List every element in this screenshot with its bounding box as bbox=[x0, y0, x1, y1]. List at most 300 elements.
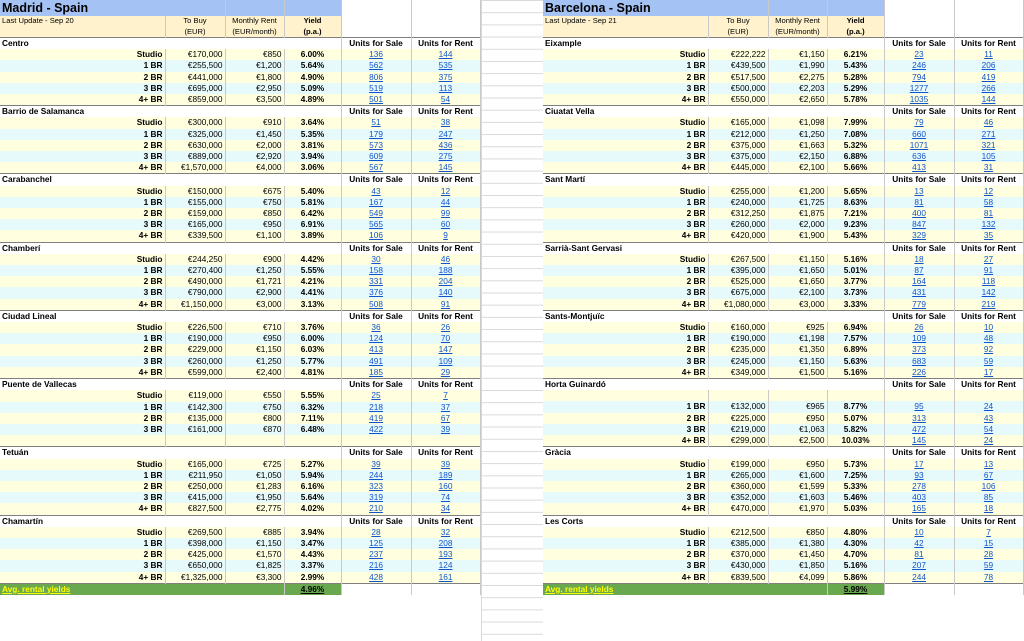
units-for-sale-link[interactable]: 565 bbox=[341, 219, 411, 230]
units-for-sale-link[interactable]: 373 bbox=[884, 344, 954, 355]
units-for-rent-link[interactable]: 60 bbox=[411, 219, 480, 230]
table-row bbox=[543, 401, 1023, 412]
monthly-rent: €1,570 bbox=[225, 549, 284, 560]
monthly-rent: €1,450 bbox=[768, 549, 827, 560]
to-buy-price: €312,250 bbox=[708, 208, 768, 219]
yield-value: 3.94% bbox=[284, 151, 341, 162]
units-for-rent-link[interactable]: 70 bbox=[411, 333, 480, 344]
table-row bbox=[543, 219, 1023, 230]
title-row bbox=[543, 0, 1023, 16]
units-for-rent-link[interactable]: 39 bbox=[411, 459, 480, 470]
units-for-sale-link[interactable]: 39 bbox=[341, 459, 411, 470]
units-for-sale-link[interactable]: 246 bbox=[884, 60, 954, 71]
units-for-rent-link[interactable]: 18 bbox=[954, 503, 1023, 515]
units-for-rent-link[interactable]: 48 bbox=[954, 333, 1023, 344]
table-row bbox=[0, 129, 480, 140]
units-for-rent-link[interactable]: 29 bbox=[411, 367, 480, 379]
units-for-rent-link[interactable]: 142 bbox=[954, 287, 1023, 298]
units-for-rent-link[interactable]: 160 bbox=[411, 481, 480, 492]
units-for-sale-link[interactable]: 18 bbox=[884, 254, 954, 265]
units-for-rent-link[interactable]: 85 bbox=[954, 492, 1023, 503]
to-buy-price: €269,500 bbox=[165, 527, 225, 538]
units-for-rent-link[interactable]: 144 bbox=[411, 49, 480, 60]
units-for-sale-link[interactable]: 501 bbox=[341, 94, 411, 106]
units-for-sale-link[interactable]: 36 bbox=[341, 322, 411, 333]
to-buy-header: To Buy bbox=[708, 16, 768, 27]
units-for-rent-link[interactable]: 275 bbox=[411, 151, 480, 162]
units-for-rent-header: Units for Rent bbox=[954, 106, 1023, 118]
units-for-sale-link[interactable]: 43 bbox=[341, 186, 411, 197]
table-row bbox=[0, 265, 480, 276]
units-for-rent-link[interactable]: 109 bbox=[411, 356, 480, 367]
units-for-sale-link[interactable]: 422 bbox=[341, 424, 411, 435]
unit-type: 3 BR bbox=[0, 356, 165, 367]
units-for-rent-link[interactable]: 206 bbox=[954, 60, 1023, 71]
units-for-rent-link[interactable]: 54 bbox=[411, 94, 480, 106]
yield-value: 3.13% bbox=[284, 299, 341, 311]
units-for-sale-link[interactable]: 210 bbox=[341, 503, 411, 515]
units-for-sale-link[interactable]: 329 bbox=[884, 230, 954, 242]
units-for-rent-link[interactable]: 7 bbox=[954, 527, 1023, 538]
yield-value: 3.77% bbox=[827, 276, 884, 287]
units-for-sale-link[interactable]: 164 bbox=[884, 276, 954, 287]
district-name: Sants-Montjuïc bbox=[543, 310, 884, 322]
units-for-rent-link[interactable]: 91 bbox=[411, 299, 480, 311]
units-for-sale-link[interactable]: 25 bbox=[341, 390, 411, 401]
units-for-rent-link[interactable]: 32 bbox=[411, 527, 480, 538]
unit-type: 3 BR bbox=[543, 492, 708, 503]
units-for-rent-link[interactable]: 74 bbox=[411, 492, 480, 503]
yield-value: 6.48% bbox=[284, 424, 341, 435]
section-header-row bbox=[0, 38, 480, 50]
monthly-rent-header: (EUR/month) bbox=[225, 27, 284, 38]
monthly-rent bbox=[768, 390, 827, 401]
units-for-rent-link[interactable]: 46 bbox=[954, 117, 1023, 128]
units-for-sale-link[interactable]: 794 bbox=[884, 72, 954, 83]
units-for-sale-link[interactable]: 519 bbox=[341, 83, 411, 94]
unit-type: 4+ BR bbox=[0, 503, 165, 515]
units-for-rent-link[interactable]: 113 bbox=[411, 83, 480, 94]
yield-value: 5.01% bbox=[827, 265, 884, 276]
units-for-rent-link[interactable]: 189 bbox=[411, 470, 480, 481]
unit-type: 1 BR bbox=[543, 197, 708, 208]
units-for-rent-link[interactable]: 91 bbox=[954, 265, 1023, 276]
units-for-sale-link[interactable]: 331 bbox=[341, 276, 411, 287]
header-cell bbox=[768, 0, 827, 16]
unit-type: 1 BR bbox=[543, 265, 708, 276]
units-for-rent-link[interactable]: 204 bbox=[411, 276, 480, 287]
units-for-sale-link[interactable]: 145 bbox=[884, 435, 954, 447]
yield-value: 8.63% bbox=[827, 197, 884, 208]
monthly-rent: €850 bbox=[768, 527, 827, 538]
avg-yield-value: 5.99% bbox=[827, 583, 884, 595]
units-for-sale-link[interactable]: 660 bbox=[884, 129, 954, 140]
table-row bbox=[543, 572, 1023, 584]
units-for-rent-link[interactable]: 78 bbox=[954, 572, 1023, 584]
units-for-rent-link[interactable]: 31 bbox=[954, 162, 1023, 174]
units-for-rent-link[interactable]: 11 bbox=[954, 49, 1023, 60]
units-for-rent-link[interactable]: 43 bbox=[954, 413, 1023, 424]
units-for-rent-link[interactable]: 17 bbox=[954, 367, 1023, 379]
units-for-rent-link[interactable]: 13 bbox=[954, 459, 1023, 470]
monthly-rent: €3,000 bbox=[225, 299, 284, 311]
to-buy-price: €150,000 bbox=[165, 186, 225, 197]
monthly-rent-header: (EUR/month) bbox=[768, 27, 827, 38]
units-for-sale-link[interactable]: 244 bbox=[341, 470, 411, 481]
units-for-sale-link[interactable]: 567 bbox=[341, 162, 411, 174]
units-for-sale-link[interactable]: 106 bbox=[341, 230, 411, 242]
yield-value: 3.81% bbox=[284, 140, 341, 151]
table-row bbox=[0, 94, 480, 106]
monthly-rent: €1,850 bbox=[768, 560, 827, 571]
units-for-sale-link[interactable]: 10 bbox=[884, 527, 954, 538]
table-row bbox=[0, 83, 480, 94]
to-buy-price: €550,000 bbox=[708, 94, 768, 106]
units-for-sale-header: Units for Sale bbox=[341, 242, 411, 254]
yield-value: 4.80% bbox=[827, 527, 884, 538]
units-for-sale-link[interactable]: 124 bbox=[341, 333, 411, 344]
monthly-rent: €1,990 bbox=[768, 60, 827, 71]
units-for-sale-link[interactable]: 562 bbox=[341, 60, 411, 71]
units-for-sale-link[interactable]: 87 bbox=[884, 265, 954, 276]
table-row bbox=[543, 322, 1023, 333]
unit-type: Studio bbox=[0, 254, 165, 265]
monthly-rent: €2,400 bbox=[225, 367, 284, 379]
units-for-rent-link[interactable]: 59 bbox=[954, 356, 1023, 367]
table-row bbox=[543, 49, 1023, 60]
to-buy-price: €270,400 bbox=[165, 265, 225, 276]
units-for-sale-link[interactable]: 319 bbox=[341, 492, 411, 503]
yield-header: (p.a.) bbox=[284, 27, 341, 38]
units-for-sale-link[interactable]: 167 bbox=[341, 197, 411, 208]
units-for-rent-link[interactable]: 28 bbox=[954, 549, 1023, 560]
units-for-sale-header: Units for Sale bbox=[884, 242, 954, 254]
district-name: Carabanchel bbox=[0, 174, 341, 186]
units-for-sale-link[interactable]: 431 bbox=[884, 287, 954, 298]
table-row bbox=[543, 560, 1023, 571]
units-for-sale-link[interactable]: 573 bbox=[341, 140, 411, 151]
units-for-rent-link[interactable]: 144 bbox=[954, 94, 1023, 106]
units-for-rent-link[interactable]: 15 bbox=[954, 538, 1023, 549]
section-header-row bbox=[0, 242, 480, 254]
units-for-rent-link[interactable]: 26 bbox=[411, 322, 480, 333]
table-row bbox=[543, 470, 1023, 481]
units-for-rent-link[interactable]: 321 bbox=[954, 140, 1023, 151]
to-buy-price: €430,000 bbox=[708, 560, 768, 571]
to-buy-price: €160,000 bbox=[708, 322, 768, 333]
units-for-rent-link[interactable]: 58 bbox=[954, 197, 1023, 208]
units-for-sale-link[interactable]: 847 bbox=[884, 219, 954, 230]
to-buy-price: €599,000 bbox=[165, 367, 225, 379]
units-for-sale-link[interactable]: 218 bbox=[341, 402, 411, 413]
units-for-rent-link[interactable]: 535 bbox=[411, 60, 480, 71]
units-for-sale-header: Units for Sale bbox=[341, 38, 411, 50]
units-for-rent-link[interactable]: 46 bbox=[411, 254, 480, 265]
header-cell bbox=[954, 16, 1023, 27]
units-for-sale-link[interactable]: 313 bbox=[884, 413, 954, 424]
units-for-sale-link[interactable]: 1277 bbox=[884, 83, 954, 94]
units-for-sale-link[interactable]: 419 bbox=[341, 413, 411, 424]
units-for-sale-link[interactable]: 472 bbox=[884, 424, 954, 435]
table-row bbox=[543, 424, 1023, 435]
to-buy-price: €839,500 bbox=[708, 572, 768, 584]
units-for-rent-link[interactable]: 271 bbox=[954, 129, 1023, 140]
header-cell bbox=[0, 27, 165, 38]
to-buy-price: €325,000 bbox=[165, 129, 225, 140]
monthly-rent: €950 bbox=[225, 219, 284, 230]
units-for-sale-link[interactable]: 81 bbox=[884, 197, 954, 208]
units-for-rent-link[interactable]: 81 bbox=[954, 208, 1023, 219]
units-for-sale-link[interactable]: 179 bbox=[341, 129, 411, 140]
unit-type: 2 BR bbox=[543, 140, 708, 151]
yield-value: 4.30% bbox=[827, 538, 884, 549]
units-for-sale-link[interactable]: 491 bbox=[341, 356, 411, 367]
units-for-rent-link[interactable]: 35 bbox=[954, 230, 1023, 242]
units-for-rent-link[interactable]: 24 bbox=[954, 435, 1023, 447]
units-for-rent-link[interactable]: 145 bbox=[411, 162, 480, 174]
units-for-sale-link[interactable]: 508 bbox=[341, 299, 411, 311]
to-buy-price: €190,000 bbox=[708, 333, 768, 344]
table-row bbox=[0, 208, 480, 219]
yield-value: 6.94% bbox=[827, 322, 884, 333]
table-row bbox=[0, 287, 480, 298]
units-for-rent-link[interactable]: 147 bbox=[411, 344, 480, 355]
units-for-sale-link[interactable]: 158 bbox=[341, 265, 411, 276]
units-for-sale-link[interactable]: 400 bbox=[884, 208, 954, 219]
district-name: Chamartín bbox=[0, 515, 341, 527]
units-for-sale-link[interactable]: 323 bbox=[341, 481, 411, 492]
yield-value: 5.29% bbox=[827, 83, 884, 94]
yield-value: 5.40% bbox=[284, 186, 341, 197]
column-header-row bbox=[0, 27, 480, 38]
units-for-rent-link[interactable]: 140 bbox=[411, 287, 480, 298]
table-row bbox=[0, 299, 480, 311]
yield-value: 6.91% bbox=[284, 219, 341, 230]
unit-type: 4+ BR bbox=[0, 367, 165, 379]
section-header-row bbox=[543, 174, 1023, 186]
units-for-rent-link[interactable]: 266 bbox=[954, 83, 1023, 94]
table-row bbox=[543, 129, 1023, 140]
units-for-rent-link[interactable]: 37 bbox=[411, 402, 480, 413]
units-for-rent-link[interactable]: 54 bbox=[954, 424, 1023, 435]
units-for-sale-link[interactable]: 42 bbox=[884, 538, 954, 549]
yield-value: 5.16% bbox=[827, 560, 884, 571]
unit-type: 2 BR bbox=[0, 549, 165, 560]
units-for-sale-link[interactable]: 23 bbox=[884, 49, 954, 60]
units-for-rent-link[interactable]: 375 bbox=[411, 72, 480, 83]
unit-type: Studio bbox=[0, 49, 165, 60]
units-for-rent-link[interactable]: 132 bbox=[954, 219, 1023, 230]
to-buy-price: €244,250 bbox=[165, 254, 225, 265]
units-for-sale-link[interactable]: 549 bbox=[341, 208, 411, 219]
table-row bbox=[0, 481, 480, 492]
units-for-sale-link[interactable]: 1035 bbox=[884, 94, 954, 106]
yield-value: 5.64% bbox=[284, 492, 341, 503]
yield-value: 2.99% bbox=[284, 572, 341, 584]
sheet-title: Madrid - Spain bbox=[0, 0, 225, 16]
units-for-sale-link[interactable]: 79 bbox=[884, 117, 954, 128]
units-for-sale-link[interactable]: 609 bbox=[341, 151, 411, 162]
monthly-rent: €1,150 bbox=[768, 254, 827, 265]
units-for-rent-link[interactable]: 188 bbox=[411, 265, 480, 276]
units-for-sale-link[interactable]: 1071 bbox=[884, 140, 954, 151]
monthly-rent: €1,950 bbox=[225, 492, 284, 503]
to-buy-price: €490,000 bbox=[165, 276, 225, 287]
units-for-sale-link[interactable]: 13 bbox=[884, 186, 954, 197]
units-for-sale-link[interactable]: 81 bbox=[884, 549, 954, 560]
unit-type: Studio bbox=[543, 254, 708, 265]
units-for-rent-link[interactable]: 27 bbox=[954, 254, 1023, 265]
units-for-rent-link[interactable]: 34 bbox=[411, 503, 480, 515]
units-for-sale-link[interactable]: 428 bbox=[341, 572, 411, 584]
district-name: Eixample bbox=[543, 38, 884, 50]
unit-type: 1 BR bbox=[0, 265, 165, 276]
units-for-sale-link[interactable]: 30 bbox=[341, 254, 411, 265]
monthly-rent: €2,000 bbox=[768, 219, 827, 230]
units-for-rent-link[interactable]: 219 bbox=[954, 299, 1023, 311]
unit-type: 1 BR bbox=[543, 470, 708, 481]
to-buy-price: €299,000 bbox=[708, 435, 768, 447]
monthly-rent: €1,063 bbox=[768, 424, 827, 435]
monthly-rent: €910 bbox=[225, 117, 284, 128]
unit-type: 3 BR bbox=[0, 151, 165, 162]
table-row bbox=[543, 527, 1023, 538]
units-for-sale-link[interactable]: 207 bbox=[884, 560, 954, 571]
to-buy-price: €420,000 bbox=[708, 230, 768, 242]
table-row bbox=[0, 186, 480, 197]
unit-type: 3 BR bbox=[543, 356, 708, 367]
units-for-sale-link[interactable]: 244 bbox=[884, 572, 954, 584]
yield-value: 5.43% bbox=[827, 230, 884, 242]
monthly-rent: €4,000 bbox=[225, 162, 284, 174]
units-for-sale-link[interactable]: 26 bbox=[884, 322, 954, 333]
to-buy-price: €155,000 bbox=[165, 197, 225, 208]
units-for-rent-link[interactable]: 7 bbox=[411, 390, 480, 401]
table-row bbox=[543, 333, 1023, 344]
table-row bbox=[543, 492, 1023, 503]
units-for-rent-link[interactable]: 38 bbox=[411, 117, 480, 128]
units-for-rent-link[interactable]: 124 bbox=[411, 560, 480, 571]
to-buy-price: €859,000 bbox=[165, 94, 225, 106]
units-for-rent-link[interactable]: 99 bbox=[411, 208, 480, 219]
monthly-rent: €2,950 bbox=[225, 83, 284, 94]
units-for-sale-link[interactable]: 165 bbox=[884, 503, 954, 515]
monthly-rent-header: Monthly Rent bbox=[225, 16, 284, 27]
units-for-sale-link[interactable]: 109 bbox=[884, 333, 954, 344]
yield-value: 3.64% bbox=[284, 117, 341, 128]
units-for-rent-link[interactable]: 67 bbox=[954, 470, 1023, 481]
to-buy-header: To Buy bbox=[165, 16, 225, 27]
units-for-sale-link[interactable]: 95 bbox=[884, 401, 954, 412]
unit-type: 2 BR bbox=[543, 413, 708, 424]
units-for-sale-link[interactable]: 779 bbox=[884, 299, 954, 311]
unit-type: 3 BR bbox=[543, 219, 708, 230]
units-for-sale-link[interactable]: 226 bbox=[884, 367, 954, 379]
yield-value: 5.78% bbox=[827, 94, 884, 106]
units-for-sale-link[interactable]: 237 bbox=[341, 549, 411, 560]
units-for-rent-link[interactable]: 10 bbox=[954, 322, 1023, 333]
unit-type bbox=[543, 390, 708, 401]
table-row bbox=[0, 333, 480, 344]
units-for-sale-link[interactable]: 636 bbox=[884, 151, 954, 162]
units-for-rent-link[interactable]: 24 bbox=[954, 401, 1023, 412]
yield-value: 6.21% bbox=[827, 49, 884, 60]
units-for-sale-link[interactable]: 413 bbox=[884, 162, 954, 174]
monthly-rent: €1,721 bbox=[225, 276, 284, 287]
units-for-sale-link[interactable]: 125 bbox=[341, 538, 411, 549]
units-for-rent-link[interactable]: 92 bbox=[954, 344, 1023, 355]
yield-value: 9.23% bbox=[827, 219, 884, 230]
table-row bbox=[0, 367, 480, 379]
header-cell bbox=[884, 27, 954, 38]
units-for-rent-link[interactable]: 208 bbox=[411, 538, 480, 549]
units-for-sale-link[interactable]: 51 bbox=[341, 117, 411, 128]
units-for-sale-link[interactable]: 278 bbox=[884, 481, 954, 492]
units-for-sale-link[interactable]: 413 bbox=[341, 344, 411, 355]
unit-type: 4+ BR bbox=[0, 572, 165, 584]
header-cell bbox=[884, 16, 954, 27]
to-buy-price: €675,000 bbox=[708, 287, 768, 298]
units-for-rent-header: Units for Rent bbox=[411, 38, 480, 50]
units-for-sale-link[interactable]: 806 bbox=[341, 72, 411, 83]
monthly-rent: €675 bbox=[225, 186, 284, 197]
to-buy-price: €445,000 bbox=[708, 162, 768, 174]
unit-type: 4+ BR bbox=[543, 94, 708, 106]
units-for-rent-link[interactable]: 12 bbox=[411, 186, 480, 197]
monthly-rent: €725 bbox=[225, 459, 284, 470]
yield-value: 5.16% bbox=[827, 254, 884, 265]
to-buy-price: €135,000 bbox=[165, 413, 225, 424]
units-for-rent-link[interactable]: 105 bbox=[954, 151, 1023, 162]
monthly-rent: €950 bbox=[225, 333, 284, 344]
units-for-sale-link[interactable]: 683 bbox=[884, 356, 954, 367]
units-for-rent-link[interactable]: 106 bbox=[954, 481, 1023, 492]
units-for-rent-link[interactable]: 9 bbox=[411, 230, 480, 242]
units-for-rent-link[interactable]: 419 bbox=[954, 72, 1023, 83]
units-for-rent-link[interactable]: 44 bbox=[411, 197, 480, 208]
units-for-rent-link[interactable]: 118 bbox=[954, 276, 1023, 287]
units-for-sale-link[interactable]: 376 bbox=[341, 287, 411, 298]
units-for-sale-link[interactable]: 17 bbox=[884, 459, 954, 470]
yield-value: 5.77% bbox=[284, 356, 341, 367]
units-for-rent-header: Units for Rent bbox=[411, 447, 480, 459]
units-for-sale-link[interactable]: 403 bbox=[884, 492, 954, 503]
units-for-sale-header: Units for Sale bbox=[341, 106, 411, 118]
units-for-rent-link[interactable]: 436 bbox=[411, 140, 480, 151]
units-for-sale-link[interactable]: 136 bbox=[341, 49, 411, 60]
units-for-rent-link[interactable]: 247 bbox=[411, 129, 480, 140]
table-row bbox=[543, 208, 1023, 219]
units-for-rent-link[interactable]: 193 bbox=[411, 549, 480, 560]
units-for-rent-header: Units for Rent bbox=[411, 515, 480, 527]
units-for-rent-link[interactable]: 39 bbox=[411, 424, 480, 435]
yield-value: 5.64% bbox=[284, 60, 341, 71]
units-for-rent-link[interactable]: 12 bbox=[954, 186, 1023, 197]
units-for-sale-link[interactable]: 185 bbox=[341, 367, 411, 379]
table-row bbox=[543, 287, 1023, 298]
yield-value: 5.03% bbox=[827, 503, 884, 515]
unit-type bbox=[0, 435, 165, 447]
units-for-rent-link[interactable]: 161 bbox=[411, 572, 480, 584]
units-for-rent-link[interactable]: 59 bbox=[954, 560, 1023, 571]
unit-type: 1 BR bbox=[543, 401, 708, 412]
units-for-sale-link[interactable]: 216 bbox=[341, 560, 411, 571]
units-for-rent-link[interactable]: 67 bbox=[411, 413, 480, 424]
units-for-sale-link[interactable]: 28 bbox=[341, 527, 411, 538]
to-buy-price: €265,000 bbox=[708, 470, 768, 481]
units-for-sale-link[interactable]: 93 bbox=[884, 470, 954, 481]
to-buy-price: €375,000 bbox=[708, 140, 768, 151]
